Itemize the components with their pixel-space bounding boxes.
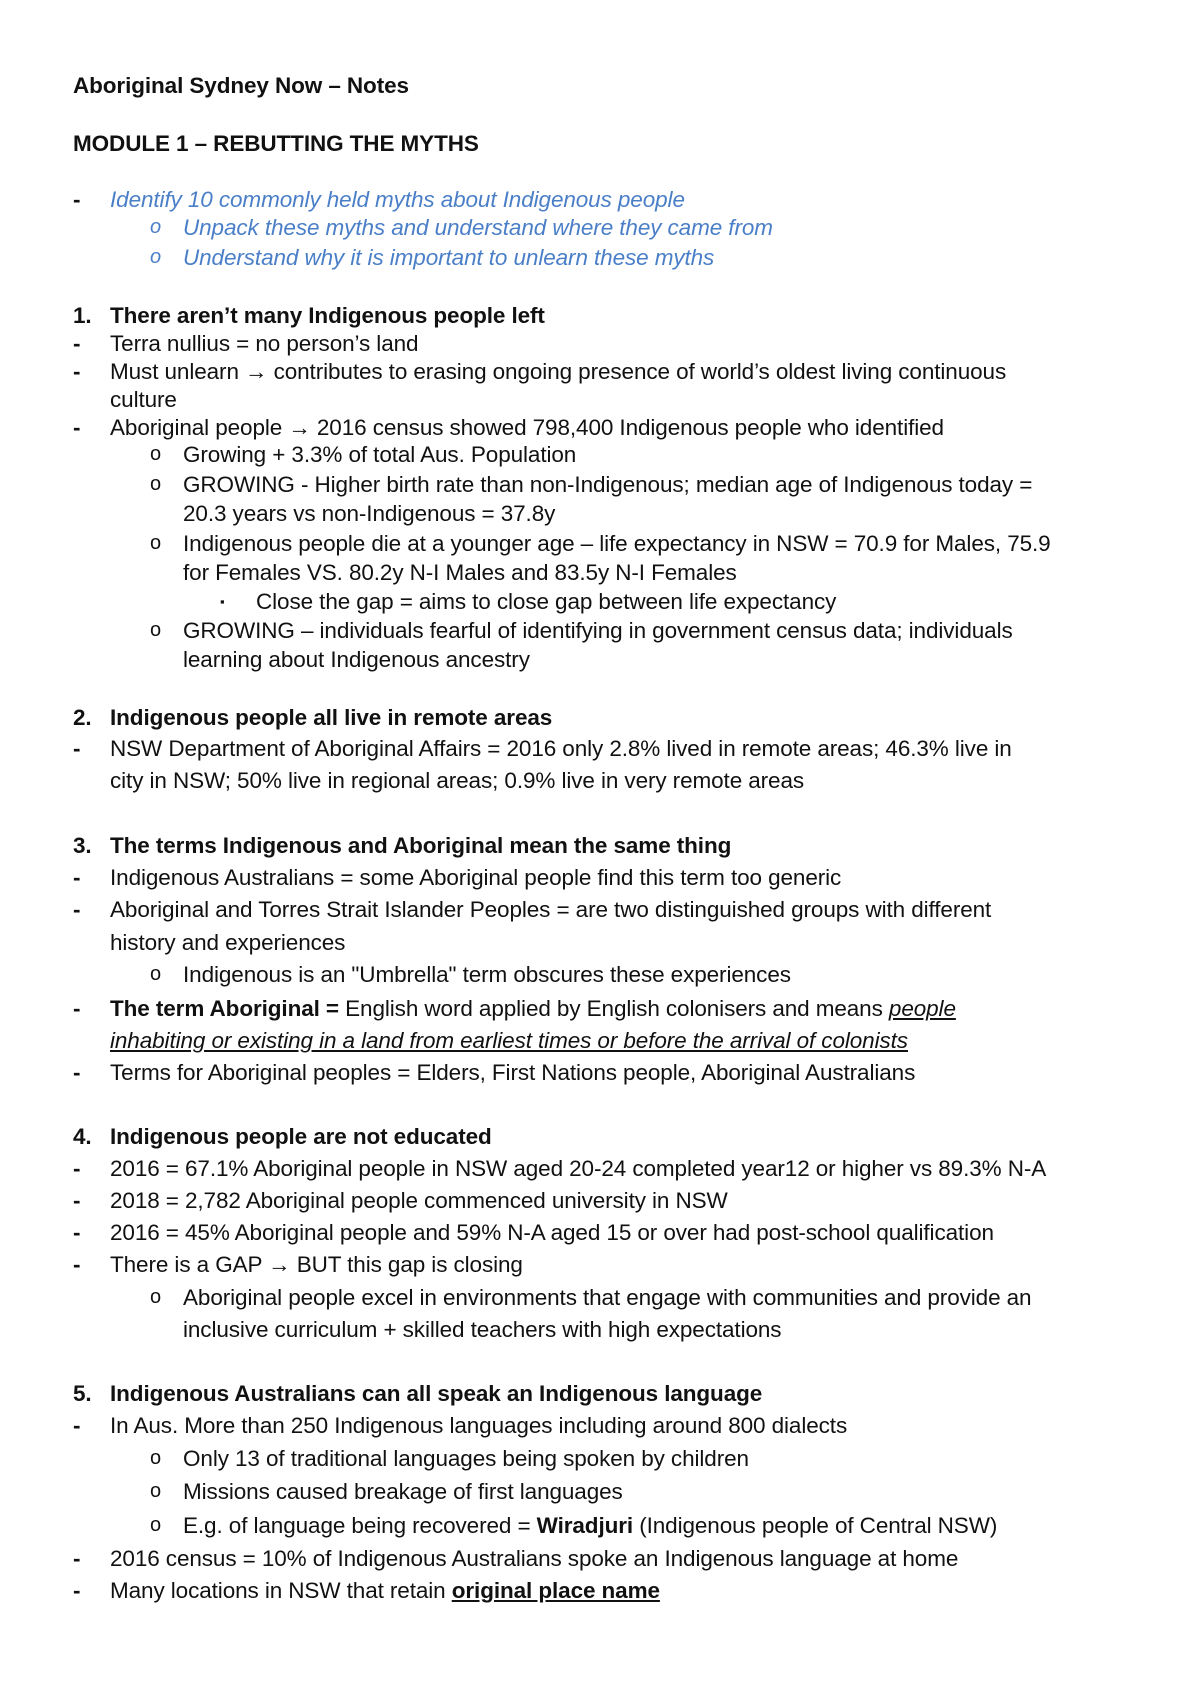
list-item: In Aus. More than 250 Indigenous languages including around 800 dialects xyxy=(110,1413,848,1438)
list-item: 2016 census = 10% of Indigenous Australians spoke an Indigenous language at home xyxy=(110,1546,959,1571)
list-item: Must unlearn → contributes to erasing ongoing presence of world’s oldest living continuous xyxy=(110,359,1007,384)
sub-item: Growing + 3.3% of total Aus. Population xyxy=(183,442,577,467)
sub-item: Only 13 of traditional languages being spoken by children xyxy=(183,1446,749,1471)
doc-title: Aboriginal Sydney Now – Notes xyxy=(73,73,409,98)
circle-bullet: o xyxy=(150,473,162,495)
list-item: 2018 = 2,782 Aboriginal people commenced university in NSW xyxy=(110,1188,728,1213)
term-text: English word applied by English colonisers and means xyxy=(338,996,889,1021)
circle-bullet: o xyxy=(150,1514,162,1536)
list-item: Terra nullius = no person’s land xyxy=(110,331,419,356)
sub-item: Aboriginal people excel in environments that engage with communities and provide an xyxy=(183,1285,1032,1310)
section-number: 5. xyxy=(73,1381,92,1406)
list-item xyxy=(110,1577,660,1604)
dash-bullet: - xyxy=(73,359,81,384)
circle-bullet: o xyxy=(150,1447,162,1469)
section-number: 3. xyxy=(73,833,92,858)
module-heading: MODULE 1 – REBUTTING THE MYTHS xyxy=(73,131,479,156)
section-heading: The terms Indigenous and Aboriginal mean the same thing xyxy=(110,833,732,858)
list-item: Terms for Aboriginal peoples = Elders, First Nations people, Aboriginal Australians xyxy=(110,1060,916,1085)
list-item: Aboriginal people → 2016 census showed 798,400 Indigenous people who identified xyxy=(110,415,944,440)
dash-bullet: - xyxy=(73,1252,81,1277)
example-text: E.g. of language being recovered = xyxy=(183,1513,537,1538)
term-label: The term Aboriginal = xyxy=(110,996,339,1021)
dash-bullet: - xyxy=(73,1156,81,1181)
dash-bullet: - xyxy=(73,1578,81,1603)
section-heading: Indigenous people all live in remote areas xyxy=(110,705,553,730)
list-item: 2016 = 67.1% Aboriginal people in NSW aged 20-24 completed year12 or higher vs 89.3% N-A xyxy=(110,1156,1047,1181)
dash-bullet: - xyxy=(73,1413,81,1438)
sub-item-continued: 20.3 years vs non-Indigenous = 37.8y xyxy=(183,501,556,526)
dash-bullet: - xyxy=(73,1220,81,1245)
section-number: 1. xyxy=(73,303,92,328)
dash-bullet: - xyxy=(73,1546,81,1571)
term-definition-emphasis: inhabiting or existing in a land from earliest times or before the arrival of colonists xyxy=(110,1028,908,1053)
dash-bullet: - xyxy=(73,331,81,356)
language-name: Wiradjuri xyxy=(536,1513,634,1538)
dash-bullet: - xyxy=(73,187,81,212)
sub-item: Missions caused breakage of first languages xyxy=(183,1479,623,1504)
place-name-emphasis: original place name xyxy=(451,1578,660,1603)
sub-item xyxy=(183,1512,997,1539)
dash-bullet: - xyxy=(73,865,81,890)
dash-bullet: - xyxy=(73,897,81,922)
list-item-definition xyxy=(110,995,956,1022)
sub-item: Indigenous people die at a younger age – life expectancy in NSW = 70.9 for Males, 75.9 xyxy=(183,531,1051,556)
objective-main: Identify 10 commonly held myths about Indigenous people xyxy=(110,187,685,212)
dash-bullet: - xyxy=(73,415,81,440)
dash-bullet: - xyxy=(73,1060,81,1085)
section-heading: There aren’t many Indigenous people left xyxy=(110,303,545,328)
sub-item: Indigenous is an "Umbrella" term obscures these experiences xyxy=(183,962,791,987)
sub-item: GROWING - Higher birth rate than non-Indigenous; median age of Indigenous today = xyxy=(183,472,1033,497)
circle-bullet: o xyxy=(150,619,162,641)
section-heading: Indigenous people are not educated xyxy=(110,1124,492,1149)
list-item: There is a GAP → BUT this gap is closing xyxy=(110,1252,523,1277)
list-item: Aboriginal and Torres Strait Islander Peoples = are two distinguished groups with different xyxy=(110,897,992,922)
section-number: 2. xyxy=(73,705,92,730)
list-item: Indigenous Australians = some Aboriginal people find this term too generic xyxy=(110,865,842,890)
sub-sub-item: Close the gap = aims to close gap between life expectancy xyxy=(256,589,837,614)
objective-sub: Understand why it is important to unlearn these myths xyxy=(183,245,715,270)
sub-item-continued: learning about Indigenous ancestry xyxy=(183,647,530,672)
list-item-continued: history and experiences xyxy=(110,930,346,955)
circle-bullet: o xyxy=(150,246,162,268)
list-item: NSW Department of Aboriginal Affairs = 2016 only 2.8% lived in remote areas; 46.3% live in xyxy=(110,736,1012,761)
dash-bullet: - xyxy=(73,736,81,761)
list-item-continued: city in NSW; 50% live in regional areas; 0.9% live in very remote areas xyxy=(110,768,805,793)
sub-item-continued: for Females VS. 80.2y N-I Males and 83.5y N-I Females xyxy=(183,560,737,585)
term-definition-emphasis: people xyxy=(888,996,956,1021)
circle-bullet: o xyxy=(150,963,162,985)
square-bullet: ▪ xyxy=(220,594,225,609)
example-text-tail: (Indigenous people of Central NSW) xyxy=(633,1513,998,1538)
circle-bullet: o xyxy=(150,1286,162,1308)
circle-bullet: o xyxy=(150,532,162,554)
section-number: 4. xyxy=(73,1124,92,1149)
place-name-text: Many locations in NSW that retain xyxy=(110,1578,452,1603)
dash-bullet: - xyxy=(73,1188,81,1213)
section-heading: Indigenous Australians can all speak an Indigenous language xyxy=(110,1381,763,1406)
circle-bullet: o xyxy=(150,216,162,238)
objective-sub: Unpack these myths and understand where they came from xyxy=(183,215,773,240)
list-item: 2016 = 45% Aboriginal people and 59% N-A aged 15 or over had post-school qualification xyxy=(110,1220,994,1245)
dash-bullet: - xyxy=(73,996,81,1021)
sub-item-continued: inclusive curriculum + skilled teachers with high expectations xyxy=(183,1317,782,1342)
sub-item: GROWING – individuals fearful of identifying in government census data; individuals xyxy=(183,618,1013,643)
circle-bullet: o xyxy=(150,1480,162,1502)
circle-bullet: o xyxy=(150,443,162,465)
list-item-continued: culture xyxy=(110,387,177,412)
